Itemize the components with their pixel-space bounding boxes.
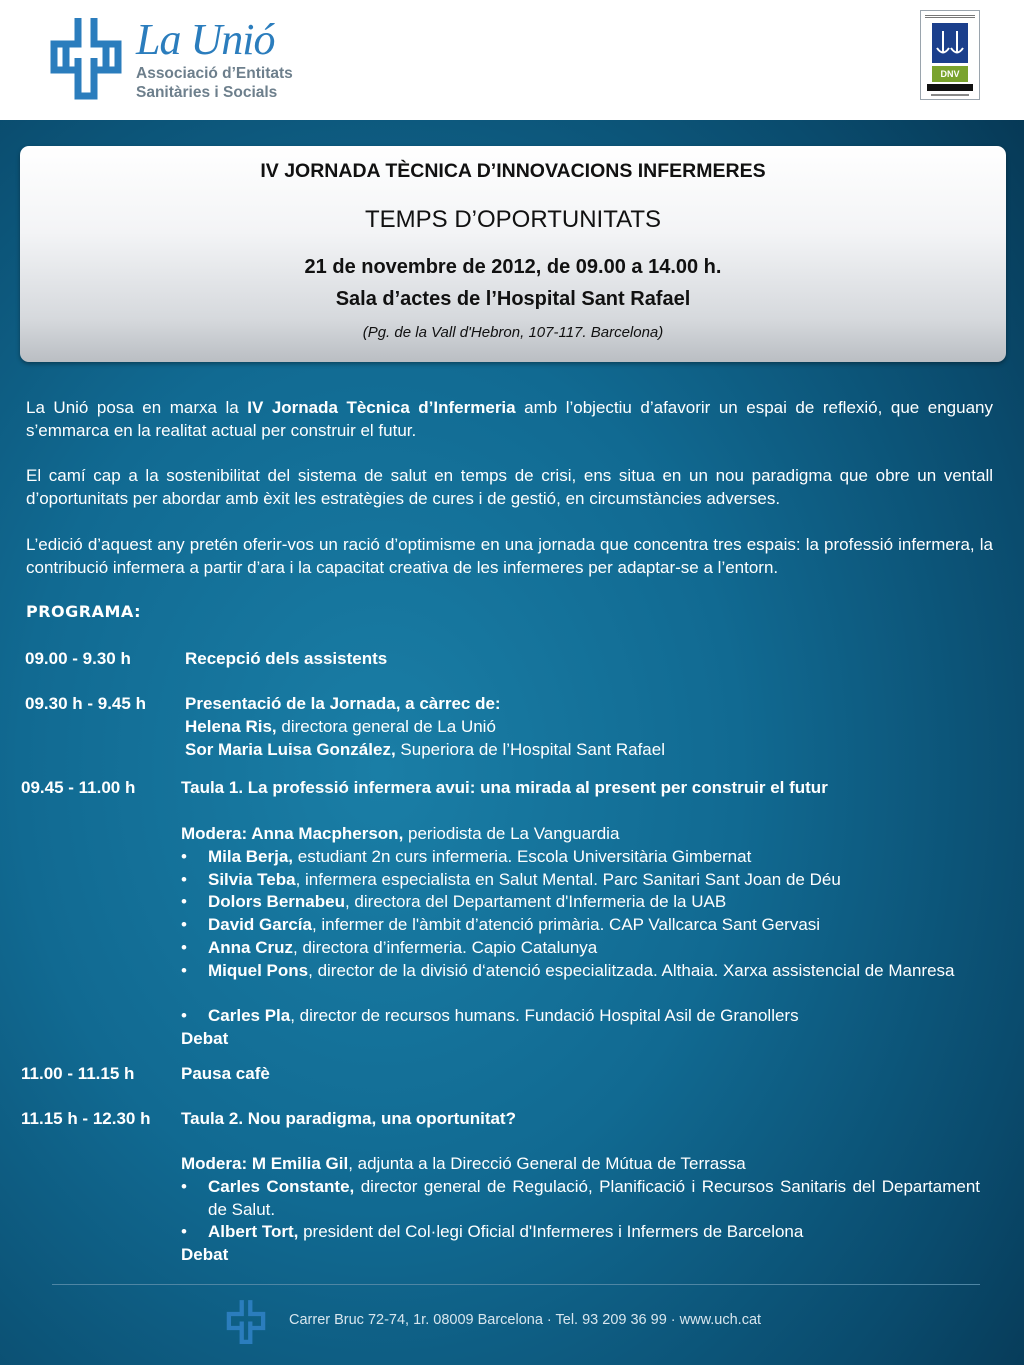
- bullet: •: [181, 938, 187, 957]
- bullet: •: [181, 847, 187, 866]
- intro-p1-text-a: La Unió posa en marxa la: [26, 398, 248, 417]
- session-4-time: 11.00 - 11.15 h: [21, 1064, 135, 1083]
- anchor-icon: [932, 23, 968, 63]
- panelist-role: , director de la divisió d‘atenció especialitzada. Althaia. Xarxa assistencial de Manresa: [308, 961, 955, 980]
- session-2-speaker-1: [185, 715, 496, 738]
- panelist-role: , directora d’infermeria. Capio Catalunya: [293, 938, 598, 957]
- panelist-name: Carles Pla: [208, 1006, 291, 1025]
- certification-badge: [920, 10, 980, 100]
- session-5-title: Taula 2. Nou paradigma, una oportunitat?: [181, 1109, 516, 1128]
- session-3-time: 09.45 - 11.00 h: [21, 778, 136, 797]
- panelist-role: , infermer de l'àmbit d’atenció primària. CAP Vallcarca Sant Gervasi: [311, 915, 821, 934]
- event-date: 21 de novembre de 2012, de 09.00 a 14.00 h.: [304, 256, 722, 278]
- footer-divider: [52, 1284, 980, 1285]
- intro-paragraph-3: L’edició d’aquest any pretén oferir-vos un ració d’optimisme en una jornada que concentra tres espais: la professió infermera, la contribució infermera a partir d’ara i la capacitat creativa de les infermeres per adaptar-se a l’entorn.: [26, 535, 993, 577]
- speaker-name: Sor Maria Luisa González,: [185, 740, 396, 759]
- intro-paragraph-2: El camí cap a la sostenibilitat del sistema de salut en temps de crisi, ens situa en un nou paradigma que obre un ventall d’oportunitats per abordar amb èxit les estratègies de cures i de gestió, en circumstàncies adverses.: [26, 466, 993, 508]
- la-unio-mark-icon: [46, 14, 126, 100]
- panelist-role: president del Col·legi Oficial d'Infermeres i Infermers de Barcelona: [298, 1222, 804, 1241]
- speaker-name: Helena Ris,: [185, 717, 277, 736]
- dnv-label: DNV: [932, 66, 968, 82]
- event-header: [20, 146, 1006, 362]
- logo-subtitle-line1: Associació d’Entitats: [136, 65, 293, 82]
- bullet: •: [181, 870, 187, 889]
- la-unio-logo: [46, 14, 293, 104]
- session-2-speaker-2: [185, 738, 665, 761]
- bullet: •: [181, 915, 187, 934]
- la-unio-mark-icon: [222, 1298, 270, 1344]
- moderator-name: Modera: M Emilia Gil: [181, 1154, 349, 1173]
- speaker-role: Superiora de l’Hospital Sant Rafael: [395, 740, 665, 759]
- panelist-role: , directora del Departament d'Infermeria de la UAB: [344, 892, 727, 911]
- moderator-role: periodista de La Vanguardia: [403, 824, 620, 843]
- event-title: IV JORNADA TÈCNICA D’INNOVACIONS INFERMERES: [260, 160, 766, 182]
- moderator-name: Modera: Anna Macpherson,: [181, 824, 404, 843]
- session-4-title: Pausa cafè: [181, 1064, 270, 1083]
- event-venue: Sala d’actes de l’Hospital Sant Rafael: [335, 288, 691, 310]
- panelist-name: Mila Berja,: [208, 847, 294, 866]
- session-1-time: 09.00 - 9.30 h: [25, 649, 131, 668]
- logo-subtitle-line2: Sanitàries i Socials: [136, 84, 278, 101]
- cert-line: [931, 94, 969, 96]
- event-address: (Pg. de la Vall d'Hebron, 107-117. Barcelona): [362, 324, 664, 341]
- moderator-role: , adjunta a la Direcció General de Mútua de Terrassa: [348, 1154, 746, 1173]
- event-theme: TEMPS D’OPORTUNITATS: [364, 206, 661, 233]
- footer-address: Carrer Bruc 72-74, 1r. 08009 Barcelona · Tel. 93 209 36 99 · www.uch.cat: [289, 1312, 762, 1328]
- bullet: •: [181, 1222, 187, 1241]
- session-3-debat: Debat: [181, 1029, 229, 1048]
- session-2-title: Presentació de la Jornada, a càrrec de:: [185, 694, 501, 713]
- bullet: •: [181, 892, 187, 911]
- panelist-name: Silvia Teba: [208, 870, 296, 889]
- panelist-role: estudiant 2n curs infermeria. Escola Universitària Gimbernat: [293, 847, 752, 866]
- panelist-name: Carles Constante,: [208, 1177, 355, 1196]
- bullet: •: [181, 961, 187, 980]
- panelist-name: Albert Tort,: [208, 1222, 299, 1241]
- intro-p1-bold: IV Jornada Tècnica d’Infermeria: [247, 398, 516, 417]
- bullet: •: [181, 1006, 187, 1025]
- session-5-time: 11.15 h - 12.30 h: [21, 1109, 151, 1128]
- logo-subtitle: [136, 64, 293, 102]
- intro-paragraph-1: [26, 396, 993, 442]
- panelist-name: Miquel Pons: [208, 961, 309, 980]
- speaker-role: directora general de La Unió: [276, 717, 496, 736]
- session-1-title: Recepció dels assistents: [185, 649, 388, 668]
- intro-p1-text-b: amb l’objectiu d’afavorir un espai de reflexió, que enguany s’emmarca en la realitat actual per construir el futur.: [26, 398, 993, 440]
- session-2-time: 09.30 h - 9.45 h: [25, 694, 146, 713]
- panelist-role: , director de recursos humans. Fundació Hospital Asil de Granollers: [290, 1006, 799, 1025]
- session-5-moderator: [181, 1152, 746, 1175]
- session-3-title: Taula 1. La professió infermera avui: una mirada al present per construir el futur: [181, 778, 828, 797]
- session-5-debat: Debat: [181, 1245, 229, 1264]
- panelist-role: director general de Regulació, Planificació i Recursos Sanitaris del Departament de Salut.: [208, 1177, 980, 1219]
- cert-bar: [927, 84, 973, 91]
- logo-title: La Unió: [136, 15, 275, 64]
- panelist-name: Dolors Bernabeu: [208, 892, 345, 911]
- cert-header-lines: [925, 15, 975, 19]
- bullet: •: [181, 1177, 187, 1196]
- panelist-name: Anna Cruz: [208, 938, 293, 957]
- programa-heading: PROGRAMA:: [26, 602, 141, 621]
- panelist-name: David García: [208, 915, 312, 934]
- panelist-role: , infermera especialista en Salut Mental. Parc Sanitari Sant Joan de Déu: [295, 870, 841, 889]
- session-3-moderator: [181, 822, 619, 845]
